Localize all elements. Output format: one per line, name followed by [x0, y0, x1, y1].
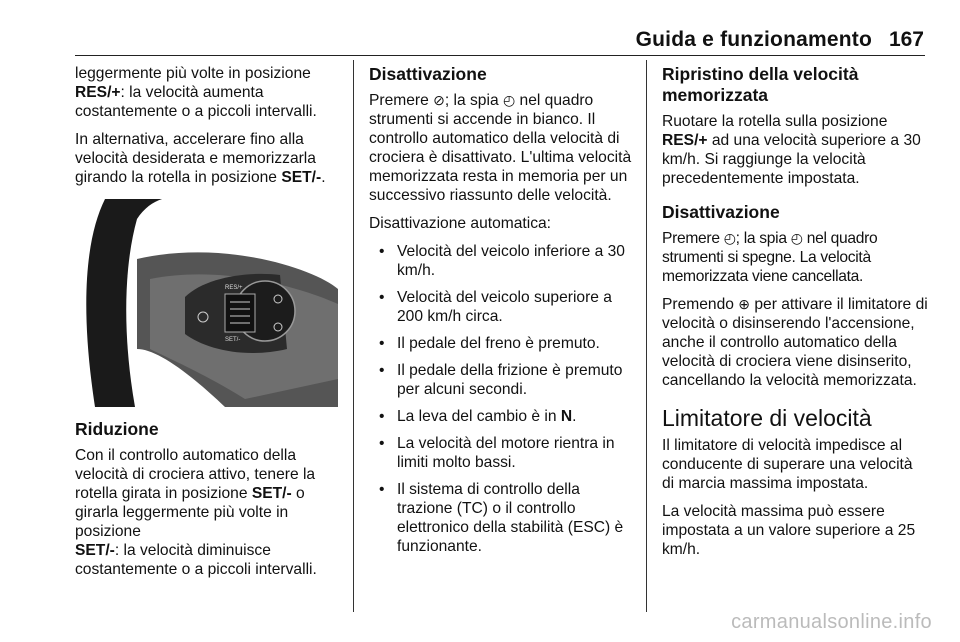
paragraph-disattivazione-2: Premere ◴; la spia ◴ nel quadro strumenti si spegne. La velocità memorizzata viene cancellata.: [662, 230, 878, 285]
paragraph-set: In alternativa, accelerare fino alla velocità desiderata e memorizzarla girando la rotella in posizione SET/-.: [75, 131, 326, 186]
cruise-control-indicator-icon: ◴: [790, 230, 803, 246]
heading-disattivazione: Disattivazione: [369, 64, 487, 84]
heading-disattivazione-2: Disattivazione: [662, 202, 780, 222]
paragraph-disattivazione: Premere ⊘; la spia ◴ nel quadro strumenti si accende in bianco. Il controllo automatico della velocità di crociera è disattivato. L'ultima velocità memorizzata resta in memoria per un successivo riassunto delle velocità.: [369, 92, 632, 204]
paragraph-riduzione: Con il controllo automatico della velocità di crociera attivo, tenere la rotella girata in posizione SET/- o girarla leggermente più volte in posizione SET/-: la velocità diminuisce costantemente o a piccoli intervalli.: [75, 447, 317, 578]
paragraph-limitatore-attivazione: Premendo ⊕ per attivare il limitatore di velocità o disinserendo l'accensione, anche il controllo automatico della velocità di crociera viene disinserito, cancellando la velocità memorizzata.: [662, 296, 928, 389]
heading-ripristino: Ripristino della velocità memorizzata: [662, 64, 859, 105]
column-divider-1: [353, 60, 354, 612]
watermark: carmanualsonline.info: [731, 611, 932, 633]
cruise-control-indicator-icon: ◴: [502, 92, 516, 108]
list-item: • Velocità del veicolo inferiore a 30 km/h.: [369, 242, 634, 280]
paragraph-ripristino: Ruotare la rotella sulla posizione RES/+ ad una velocità superiore a 30 km/h. Si raggiunge la velocità precedentemente impostata.: [662, 113, 921, 187]
cruise-control-indicator-icon: ◴: [723, 230, 736, 246]
heading-riduzione: Riduzione: [75, 419, 159, 439]
paragraph-res: leggermente più volte in posizione RES/+: la velocità aumenta costantemente o a piccoli intervalli.: [75, 65, 317, 120]
auto-disattivazione-intro: Disattivazione automatica:: [369, 215, 552, 232]
page-number: 167: [888, 28, 924, 51]
list-item: • La leva del cambio è in N.: [369, 407, 634, 426]
res-label: RES/+: [225, 285, 243, 291]
paragraph-limitatore-valore: La velocità massima può essere impostata a un valore superiore a 25 km/h.: [662, 503, 916, 558]
list-item: • Il sistema di controllo della trazione (TC) o il controllo elettronico della stabilità (ESC) è funzionante.: [369, 480, 634, 556]
cruise-cancel-icon: ⊘: [433, 92, 445, 108]
list-item: • La velocità del motore rientra in limiti molto bassi.: [369, 434, 634, 472]
header-rule: [75, 55, 925, 56]
paragraph-limitatore: Il limitatore di velocità impedisce al conducente di superare una velocità di marcia massima impostata.: [662, 437, 913, 492]
column-3: [662, 64, 928, 568]
list-item: • Velocità del veicolo superiore a 200 km/h circa.: [369, 288, 634, 326]
page-header-title: Guida e funzionamento: [635, 28, 872, 51]
column-2: [369, 64, 634, 564]
heading-limitatore: Limitatore di velocità: [662, 405, 872, 431]
column-1: [75, 64, 341, 588]
list-item: • Il pedale del freno è premuto.: [369, 334, 634, 353]
auto-disattivazione-list: [369, 242, 634, 556]
speed-limiter-icon: ⊕: [738, 296, 751, 312]
steering-wheel-figure: [75, 199, 338, 407]
list-item: • Il pedale della frizione è premuto per alcuni secondi.: [369, 361, 634, 399]
column-divider-2: [646, 60, 647, 612]
set-label: SET/-: [225, 337, 241, 343]
